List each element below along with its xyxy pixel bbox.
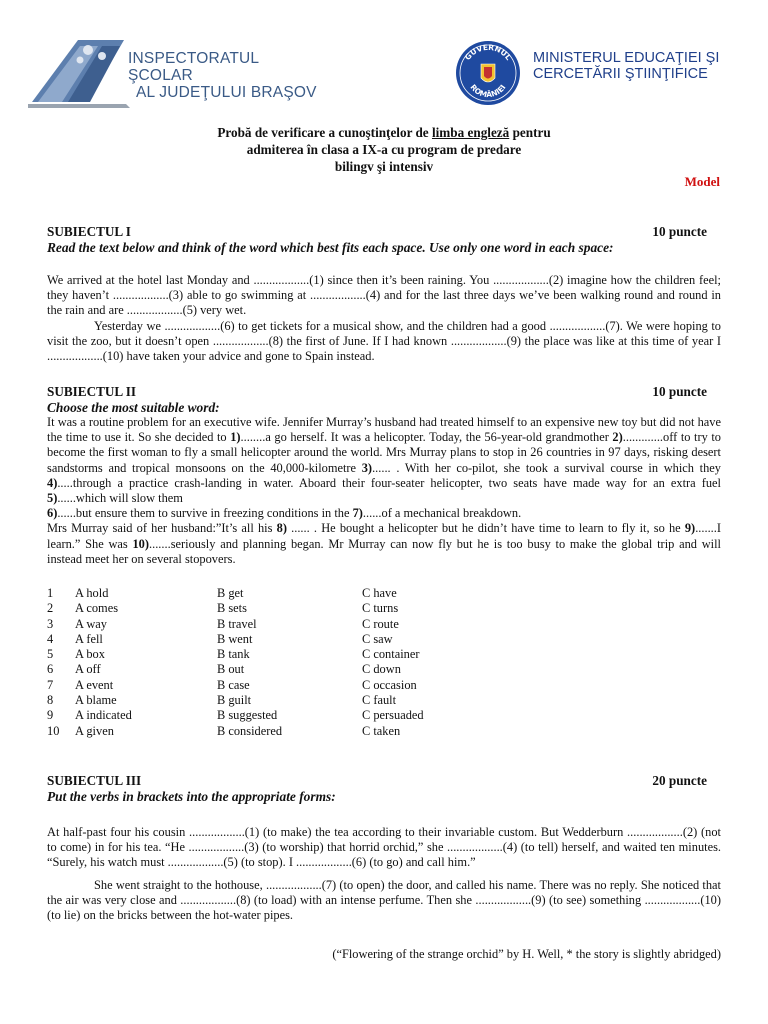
section-1-heading	[47, 224, 707, 240]
seal-text-bottom: ROMÂNIEI	[468, 82, 508, 100]
section-1-paragraph-2: Yesterday we ..................(6) to get tickets for a musical show, and the children had a good ..................(7). We were hoping to visit the zoo, but it doesn’t open ..................(8) the first of June. If I had known ..................(9) the place was like at this time of year I ..................(10) have taken your advice and gone to Spain instead.	[47, 318, 721, 364]
exam-title	[0, 124, 768, 175]
section-3-paragraph-2: She went straight to the hothouse, ..................(7) (to open) the door, and called his name. There was no reply. She noticed that the air was very close and ..................(8) (to load) with an intense perfume. Then she ..................(9) (to see) something ..................(10) (to lie) on the bricks between the hot-water pipes.	[47, 877, 721, 923]
option-row: 5 A box B tank C container	[47, 647, 420, 662]
option-row: 7 A event B case C occasion	[47, 677, 417, 692]
section-2-options	[47, 586, 467, 739]
section-2-title: SUBIECTUL II	[47, 384, 137, 399]
inspectorate-line2: AL JUDEŢULUI BRAŞOV	[136, 84, 317, 101]
option-row: 3 A way B travel C route	[47, 616, 399, 631]
option-row: 10 A given B considered C taken	[47, 723, 401, 738]
option-row: 6 A off B out C down	[47, 662, 401, 677]
ministry-header	[455, 40, 755, 104]
section-1-points: 10 puncte	[652, 224, 707, 239]
section-1-title: SUBIECTUL I	[47, 224, 131, 239]
title-line2: admiterea în clasa a IX-a cu program de predare	[246, 142, 522, 157]
section-3-title: SUBIECTUL III	[47, 773, 142, 788]
title-line1-prefix: Probă de verificare a cunoştinţelor de	[217, 125, 432, 140]
government-seal-icon	[455, 40, 521, 106]
section-3-paragraph-1: At half-past four his cousin ..................(1) (to make) the tea according to their invariable custom. But Wedderburn ..................(2) (not to come) in for his tea. “He ..................(3) (to worship) that horrid orchid,” she ..................(4) (to tell) herself, and waited ten minutes. “Surely, his watch must ..................(5) (to stop). I ..................(6) (to go) and call him.”	[47, 825, 721, 870]
option-row: 2 A comes B sets C turns	[47, 601, 399, 616]
option-row: 8 A blame B guilt C fault	[47, 693, 397, 708]
section-1-paragraph-1: We arrived at the hotel last Monday and ..................(1) since then it’s been raining. You ..................(2) imagine how the children feel; they haven’t ..................(3) able to go swimming at ..................(4) and for the last three days we’ve been walking round and round in the rain and are ..................(5) very wet.	[47, 273, 721, 318]
section-3-instruction: Put the verbs in brackets into the appropriate forms:	[47, 789, 336, 804]
section-2-paragraph-2: 6)......but ensure them to survive in freezing conditions in the 7)......of a mechanical breakdown.	[47, 506, 522, 521]
model-label: Model	[684, 174, 720, 189]
section-3-text	[47, 825, 721, 923]
title-line1-underlined: limba engleză	[431, 125, 510, 140]
section-2-text	[47, 415, 721, 567]
option-row: 1 A hold B get C have	[47, 586, 397, 600]
section-2-points: 10 puncte	[652, 384, 707, 399]
section-3-points: 20 puncte	[652, 773, 707, 788]
section-1-instruction: Read the text below and think of the word which best fits each space. Use only one word in each space:	[47, 240, 614, 255]
inspectorate-name	[128, 50, 328, 101]
section-2-instruction: Choose the most suitable word:	[47, 400, 220, 415]
option-row: 4 A fell B went C saw	[47, 631, 393, 646]
section-1-text	[47, 273, 721, 364]
section-2-heading	[47, 384, 707, 400]
ministry-line1: MINISTERUL EDUCAŢIEI ŞI	[533, 50, 720, 66]
section-3-heading	[47, 773, 707, 789]
ministry-line2: CERCETĂRII ŞTIINŢIFICE	[533, 66, 708, 82]
inspectorate-emblem-icon	[28, 36, 138, 108]
section-2-paragraph-1: It was a routine problem for an executive wife. Jennifer Murray’s husband had treated himself to an expensive new toy but did not have the time to use it. So she decided to 1)........a go herself. It was a helicopter. Today, the 56-year-old grandmother 2).............off to try to become the first woman to fly a small helicopter around the world. Mrs Murray plans to stop in 26 countries in 97 days, risking desert sandstorms and tropical monsoons on the 40,000-kilometre 3)...... . With her co-pilot, she took a survival course in which they 4).....through a practice crash-landing in water. Aboard their four-seater helicopter, two seats have made way for an extra fuel 5)......which will slow them	[47, 415, 721, 506]
seal-text-top: GUVERNUL	[462, 42, 514, 62]
title-line3: bilingv şi intensiv	[334, 159, 434, 174]
inspectorate-line1: INSPECTORATUL ŞCOLAR	[128, 50, 259, 84]
story-source: (“Flowering of the strange orchid” by H. Well, * the story is slightly abridged)	[332, 947, 721, 961]
option-row: 9 A indicated B suggested C persuaded	[47, 708, 424, 723]
title-line1	[0, 124, 768, 141]
inspectorate-logo	[28, 36, 317, 108]
ministry-name	[533, 50, 763, 82]
title-line1-suffix: pentru	[509, 125, 551, 140]
section-2-paragraph-3: Mrs Murray said of her husband:”It’s all his 8) ...... . He bought a helicopter but he didn’t have time to learn to fly it, so he 9).......I learn.” She was 10).......seriously and planning began. Mr Murray can now fly but he is too busy to make the global trip and will instead meet her on several stopovers.	[47, 521, 721, 566]
